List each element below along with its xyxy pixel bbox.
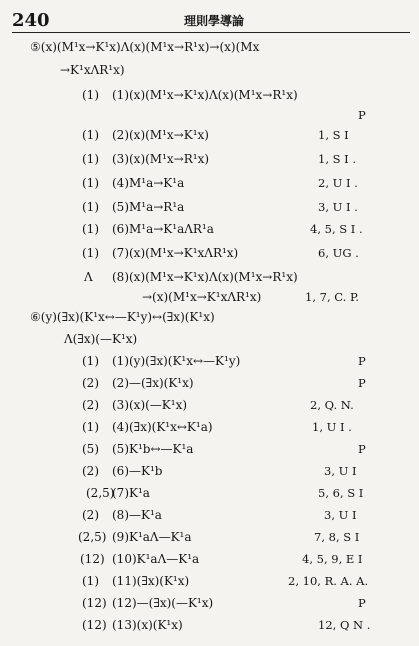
proof-line-dependency: (2,5) — [86, 486, 115, 500]
proof-line-dependency: (2) — [82, 464, 99, 478]
proof-line-justification: 3, U I . — [318, 200, 358, 214]
proof-line-justification: 12, Q N . — [318, 618, 371, 632]
proof-line-formula: (11)(∃x)(K¹x) — [112, 574, 190, 588]
proof-line-formula: (3)(x)(M¹x→R¹x) — [112, 152, 210, 166]
proof-line-formula: (7)(x)(M¹x→K¹xΛR¹x) — [112, 246, 239, 260]
proof-line-formula: (12)—(∃x)(—K¹x) — [112, 596, 214, 610]
proof-line-justification: P — [358, 376, 366, 390]
running-header-title: 理則學導論 — [184, 14, 245, 28]
proof-line-formula: (7)K¹a — [112, 486, 150, 500]
proof-line-justification: 1, S I . — [318, 152, 357, 166]
proof-line-dependency: (1) — [82, 420, 99, 434]
proof-line-formula: (10)K¹aΛ—K¹a — [112, 552, 200, 566]
proof-line-formula: (1)(y)(∃x)(K¹x↔—K¹y) — [112, 354, 241, 368]
proof-line-formula: (4)(∃x)(K¹x↔K¹a) — [112, 420, 213, 434]
proof-line-dependency: (1) — [82, 222, 99, 236]
proof-line-dependency: (12) — [82, 618, 107, 632]
proof-line-dependency: (1) — [82, 152, 99, 166]
proof-line-justification: 4, 5, S I . — [310, 222, 363, 236]
proof-line-dependency: (5) — [82, 442, 99, 456]
proof-line-dependency: (1) — [82, 176, 99, 190]
proof-line-formula-continuation: →(x)(M¹x→K¹xΛR¹x) — [142, 290, 262, 304]
proof-line-justification: 1, S I — [318, 128, 349, 142]
proof-line-justification: P — [358, 596, 366, 610]
proof-line-formula: (5)K¹b↔—K¹a — [112, 442, 194, 456]
proof-line-justification: P — [358, 108, 366, 122]
proof-line-dependency: (1) — [82, 200, 99, 214]
proof-line-dependency: (12) — [82, 596, 107, 610]
proof-line-justification: 7, 8, S I — [314, 530, 360, 544]
proof-line-dependency: (2) — [82, 376, 99, 390]
proof-line-dependency: (2,5) — [78, 530, 107, 544]
proof-line-formula: (1)(x)(M¹x→K¹x)Λ(x)(M¹x→R¹x) — [112, 88, 298, 102]
proof-line-formula: (3)(x)(—K¹x) — [112, 398, 188, 412]
proof-line-justification: P — [358, 354, 366, 368]
proof-line-dependency: Λ — [84, 270, 93, 284]
proof-line-justification: 2, U I . — [318, 176, 358, 190]
proof-line-dependency: (1) — [82, 88, 99, 102]
proof-line-dependency: (1) — [82, 354, 99, 368]
header-rule — [12, 32, 410, 33]
proof-line-justification: 1, U I . — [312, 420, 352, 434]
proof-line-justification: 3, U I — [324, 464, 357, 478]
proof-line-formula: (2)—(∃x)(K¹x) — [112, 376, 194, 390]
proof-5-statement-line-2: →K¹xΛR¹x) — [60, 63, 125, 77]
proof-line-dependency: (1) — [82, 128, 99, 142]
proof-line-formula: (4)M¹a→K¹a — [112, 176, 185, 190]
proof-line-formula: (13)(x)(K¹x) — [112, 618, 183, 632]
proof-line-formula: (8)—K¹a — [112, 508, 162, 522]
proof-line-justification: P — [358, 442, 366, 456]
proof-line-formula: (6)M¹a→K¹aΛR¹a — [112, 222, 214, 236]
proof-line-justification: 5, 6, S I — [318, 486, 364, 500]
proof-6-statement-line-1: ⑥(y)(∃x)(K¹x↔—K¹y)↔(∃x)(K¹x) — [30, 310, 215, 324]
proof-line-formula: (9)K¹aΛ—K¹a — [112, 530, 192, 544]
proof-line-formula: (5)M¹a→R¹a — [112, 200, 185, 214]
page-number: 240 — [12, 10, 50, 31]
proof-6-statement-line-2: Λ(∃x)(—K¹x) — [64, 332, 138, 346]
proof-line-formula: (6)—K¹b — [112, 464, 163, 478]
proof-line-justification: 1, 7, C. P. — [305, 290, 360, 304]
proof-line-dependency: (1) — [82, 246, 99, 260]
proof-line-justification: 4, 5, 9, E I — [302, 552, 363, 566]
proof-line-dependency: (2) — [82, 398, 99, 412]
proof-line-dependency: (2) — [82, 508, 99, 522]
proof-line-justification: 6, UG . — [318, 246, 359, 260]
proof-line-dependency: (12) — [80, 552, 105, 566]
proof-line-justification: 2, 10, R. A. A. — [288, 574, 369, 588]
proof-line-justification: 3, U I — [324, 508, 357, 522]
proof-line-formula: (2)(x)(M¹x→K¹x) — [112, 128, 209, 142]
proof-line-justification: 2, Q. N. — [310, 398, 354, 412]
proof-5-statement-line-1: ⑤(x)(M¹x→K¹x)Λ(x)(M¹x→R¹x)→(x)(Mx — [30, 40, 260, 54]
proof-line-dependency: (1) — [82, 574, 99, 588]
proof-line-formula: (8)(x)(M¹x→K¹x)Λ(x)(M¹x→R¹x) — [112, 270, 298, 284]
